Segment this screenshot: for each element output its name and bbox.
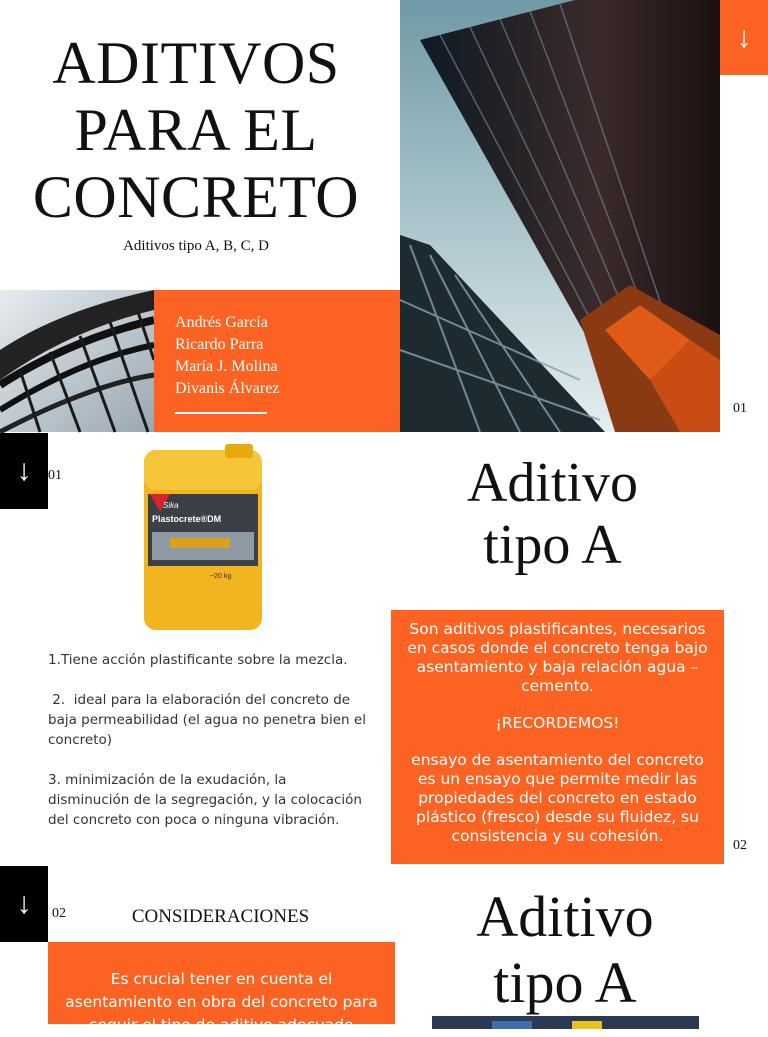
authors-divider bbox=[175, 412, 267, 414]
worker-photo bbox=[432, 1016, 699, 1024]
definition-box bbox=[391, 610, 724, 864]
remember-heading: ¡RECORDEMOS! bbox=[495, 714, 620, 732]
list-item: 3. minimización de la exudación, la disminución de la segregación, y la colocación del concreto con poca o ninguna vibración. bbox=[48, 772, 362, 828]
section-title-line-2: tipo A bbox=[493, 950, 637, 1015]
cover-title-line-1: ADITIVOS bbox=[52, 30, 340, 96]
page-number: 02 bbox=[733, 838, 747, 853]
definition-text: Son aditivos plastificantes, necesarios en casos donde el concreto tenga bajo asentamiento y baja relación agua – cemento. bbox=[407, 620, 708, 695]
authors-list bbox=[175, 312, 279, 400]
cover-title-line-3: CONCRETO bbox=[32, 164, 360, 230]
definition-text: ensayo de asentamiento del concreto es un ensayo que permite medir las propiedades del concreto en estado plástico (fresco) desde su fluidez, su consistencia y su cohesión. bbox=[411, 751, 704, 845]
section-title-line-2: tipo A bbox=[483, 514, 622, 576]
down-arrow-icon[interactable]: ↓ bbox=[0, 433, 48, 509]
authors-panel bbox=[154, 290, 400, 432]
author-name: Andrés García bbox=[175, 314, 268, 331]
author-name: Ricardo Parra bbox=[175, 336, 264, 353]
cover-subtitle: Aditivos tipo A, B, C, D bbox=[123, 238, 269, 254]
author-name: Divanis Álvarez bbox=[175, 380, 280, 397]
section-title-line-1: Aditivo bbox=[476, 884, 654, 949]
section-title-line-1: Aditivo bbox=[466, 452, 639, 514]
considerations-text: Es crucial tener en cuenta el asentamiento en obra del concreto para seguir el tipo de aditivo adecuado bbox=[65, 970, 378, 1034]
page-number: 01 bbox=[48, 468, 62, 483]
skyscraper-photo bbox=[400, 0, 720, 432]
product-name: Plastocrete®DM bbox=[152, 514, 222, 524]
cover-title-line-2: PARA EL bbox=[74, 97, 318, 163]
cover-title bbox=[0, 30, 392, 231]
considerations-heading: CONSIDERACIONES bbox=[131, 906, 310, 927]
list-item: 2. ideal para la elaboración del concreto de baja permeabilidad (el agua no penetra bien el concreto) bbox=[48, 692, 371, 748]
section-title bbox=[400, 452, 705, 576]
product-brand: Sika bbox=[163, 501, 179, 510]
features-list bbox=[48, 650, 371, 850]
author-name: María J. Molina bbox=[175, 358, 278, 375]
list-item: 1.Tiene acción plastificante sobre la mezcla. bbox=[48, 652, 348, 668]
down-arrow-icon[interactable]: ↓ bbox=[720, 0, 768, 75]
plastocrete-bucket-image bbox=[130, 442, 280, 632]
considerations-box bbox=[48, 942, 395, 1034]
section-title bbox=[420, 884, 710, 1016]
product-weight: ~20 kg bbox=[210, 573, 232, 580]
page-number: 02 bbox=[52, 906, 66, 921]
down-arrow-icon[interactable]: ↓ bbox=[0, 866, 48, 942]
glass-roof-photo bbox=[0, 290, 154, 432]
page-number: 01 bbox=[733, 401, 747, 416]
